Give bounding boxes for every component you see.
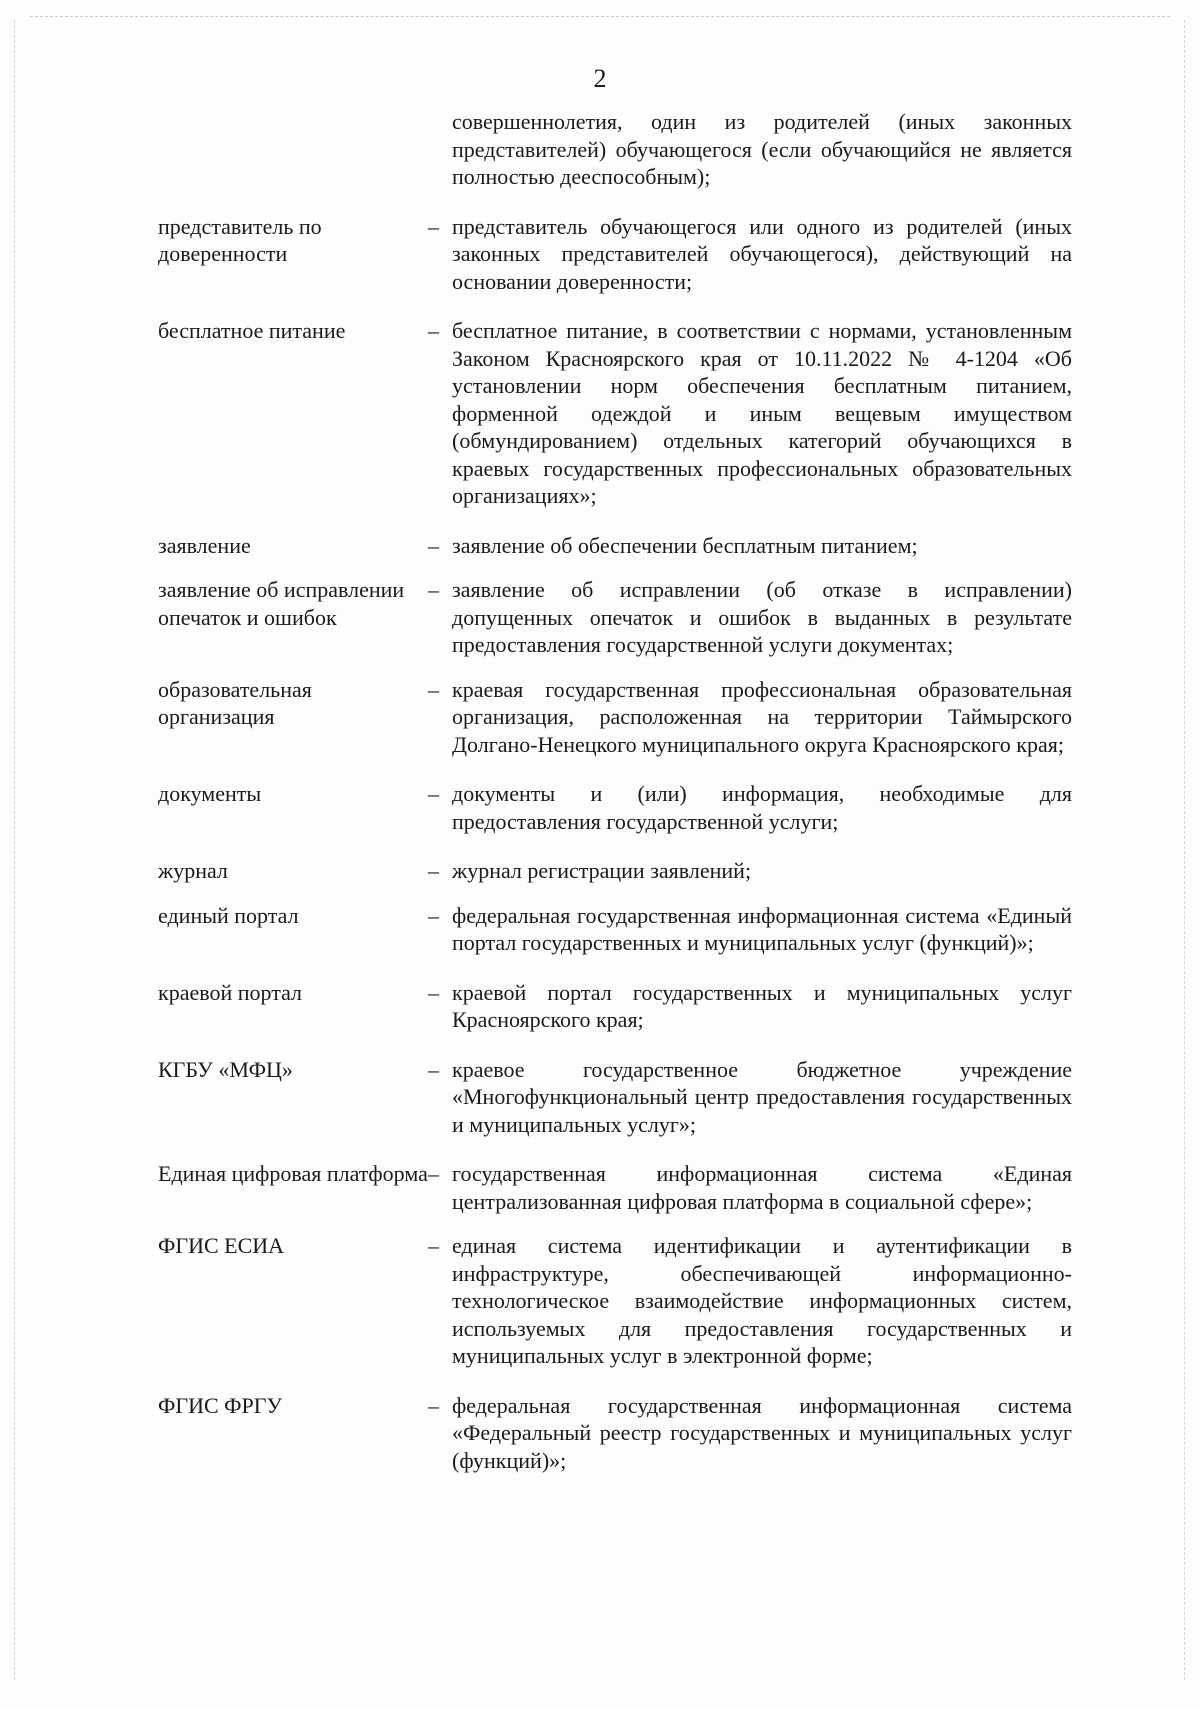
definition-entry-journal <box>158 857 1118 885</box>
dash: – <box>428 213 439 239</box>
definition: краевое государственное бюджетное учреждение «Многофункциональный центр предоставления государственных и муниципальных услуг»; <box>452 1056 1072 1137</box>
dash: – <box>428 902 439 928</box>
definition-entry-frgu <box>158 1392 1118 1475</box>
page-number: 2 <box>593 64 607 93</box>
dash: – <box>428 781 439 806</box>
definition-entry-representative <box>158 213 1118 296</box>
definition-entry-regional-portal <box>158 979 1118 1034</box>
definition-entry-unified-portal <box>158 902 1118 957</box>
definitions-list <box>158 108 1118 1474</box>
term: бесплатное питание <box>158 318 346 343</box>
dash: – <box>428 676 439 702</box>
definition-entry-esia <box>158 1232 1118 1370</box>
scan-edge-right <box>1184 20 1185 1680</box>
dash: – <box>428 577 439 602</box>
term: документы <box>158 781 262 806</box>
term: ФГИС ЕСИА <box>158 1233 285 1258</box>
term: единый портал <box>158 902 299 928</box>
dash: – <box>428 979 439 1005</box>
dash: – <box>428 1233 439 1258</box>
definition: федеральная государственная информационная система «Федеральный реестр государственных и муниципальных услуг (функций)»; <box>452 1392 1072 1473</box>
term: Единая цифровая платформа <box>158 1161 428 1186</box>
definition-entry-educational-organization <box>158 676 1118 759</box>
definition-entry-mfc <box>158 1056 1118 1139</box>
scan-edge-top <box>30 16 1170 17</box>
definition: журнал регистрации заявлений; <box>452 858 752 883</box>
scan-edge-left <box>14 20 15 1680</box>
dash: – <box>428 1392 439 1418</box>
term: краевой портал <box>158 979 303 1005</box>
dash: – <box>428 318 439 343</box>
definition: федеральная государственная информационная система «Единый портал государственных и муниципальных услуг (функций)»; <box>452 902 1072 955</box>
definition-entry-application <box>158 532 1118 560</box>
definition: представитель обучающегося или одного из родителей (иных законных представителей обучающегося), действующий на основании доверенности; <box>452 213 1072 294</box>
term: заявление <box>158 532 251 558</box>
term: ФГИС ФРГУ <box>158 1392 283 1418</box>
term: образовательная организация <box>158 676 312 729</box>
term: журнал <box>158 858 228 883</box>
definition: заявление об обеспечении бесплатным питанием; <box>452 532 918 558</box>
definition: краевая государственная профессиональная образовательная организация, расположенная на территории Таймырского Долгано-Ненецкого муниципального округа Красноярского края; <box>452 676 1072 757</box>
definition-entry-documents <box>158 780 1118 835</box>
definition-entry-free-meals <box>158 317 1118 510</box>
definition: бесплатное питание, в соответствии с нормами, установленным Законом Красноярского края от 10.11.2022 № 4-1204 «Об установлении норм обеспечения бесплатным питанием, форменной одеждой и иным вещевым имуществом (обмундированием) отдельных категорий обучающихся в краевых государственных профессиональных образовательных организациях»; <box>452 318 1072 508</box>
dash: – <box>428 1161 439 1186</box>
definition: единая система идентификации и аутентификации в инфраструктуре, обеспечивающей информационно-технологическое взаимодействие информационных систем, используемых для предоставления государственных и муниципальных услуг в электронной форме; <box>452 1233 1072 1368</box>
continuation-entry <box>158 108 1118 191</box>
term: заявление об исправлении опечаток и ошибок <box>158 577 405 630</box>
definition: государственная информационная система «Единая централизованная цифровая платформа в социальной сфере»; <box>452 1161 1072 1214</box>
definition-entry-correction-application <box>158 576 1118 659</box>
dash: – <box>428 858 439 883</box>
definition: документы и (или) информация, необходимые для предоставления государственной услуги; <box>452 781 1072 834</box>
definition: заявление об исправлении (об отказе в исправлении) допущенных опечаток и ошибок в выданных в результате предоставления государственной услуги документах; <box>452 577 1072 657</box>
definition-continuation: совершеннолетия, один из родителей (иных законных представителей) обучающегося (если обучающийся не является полностью дееспособным); <box>452 109 1072 189</box>
definition-entry-digital-platform <box>158 1160 1118 1215</box>
dash: – <box>428 532 439 558</box>
dash: – <box>428 1056 439 1082</box>
definition: краевой портал государственных и муниципальных услуг Красноярского края; <box>452 979 1072 1032</box>
term: представитель по доверенности <box>158 213 322 266</box>
term: КГБУ «МФЦ» <box>158 1056 293 1082</box>
